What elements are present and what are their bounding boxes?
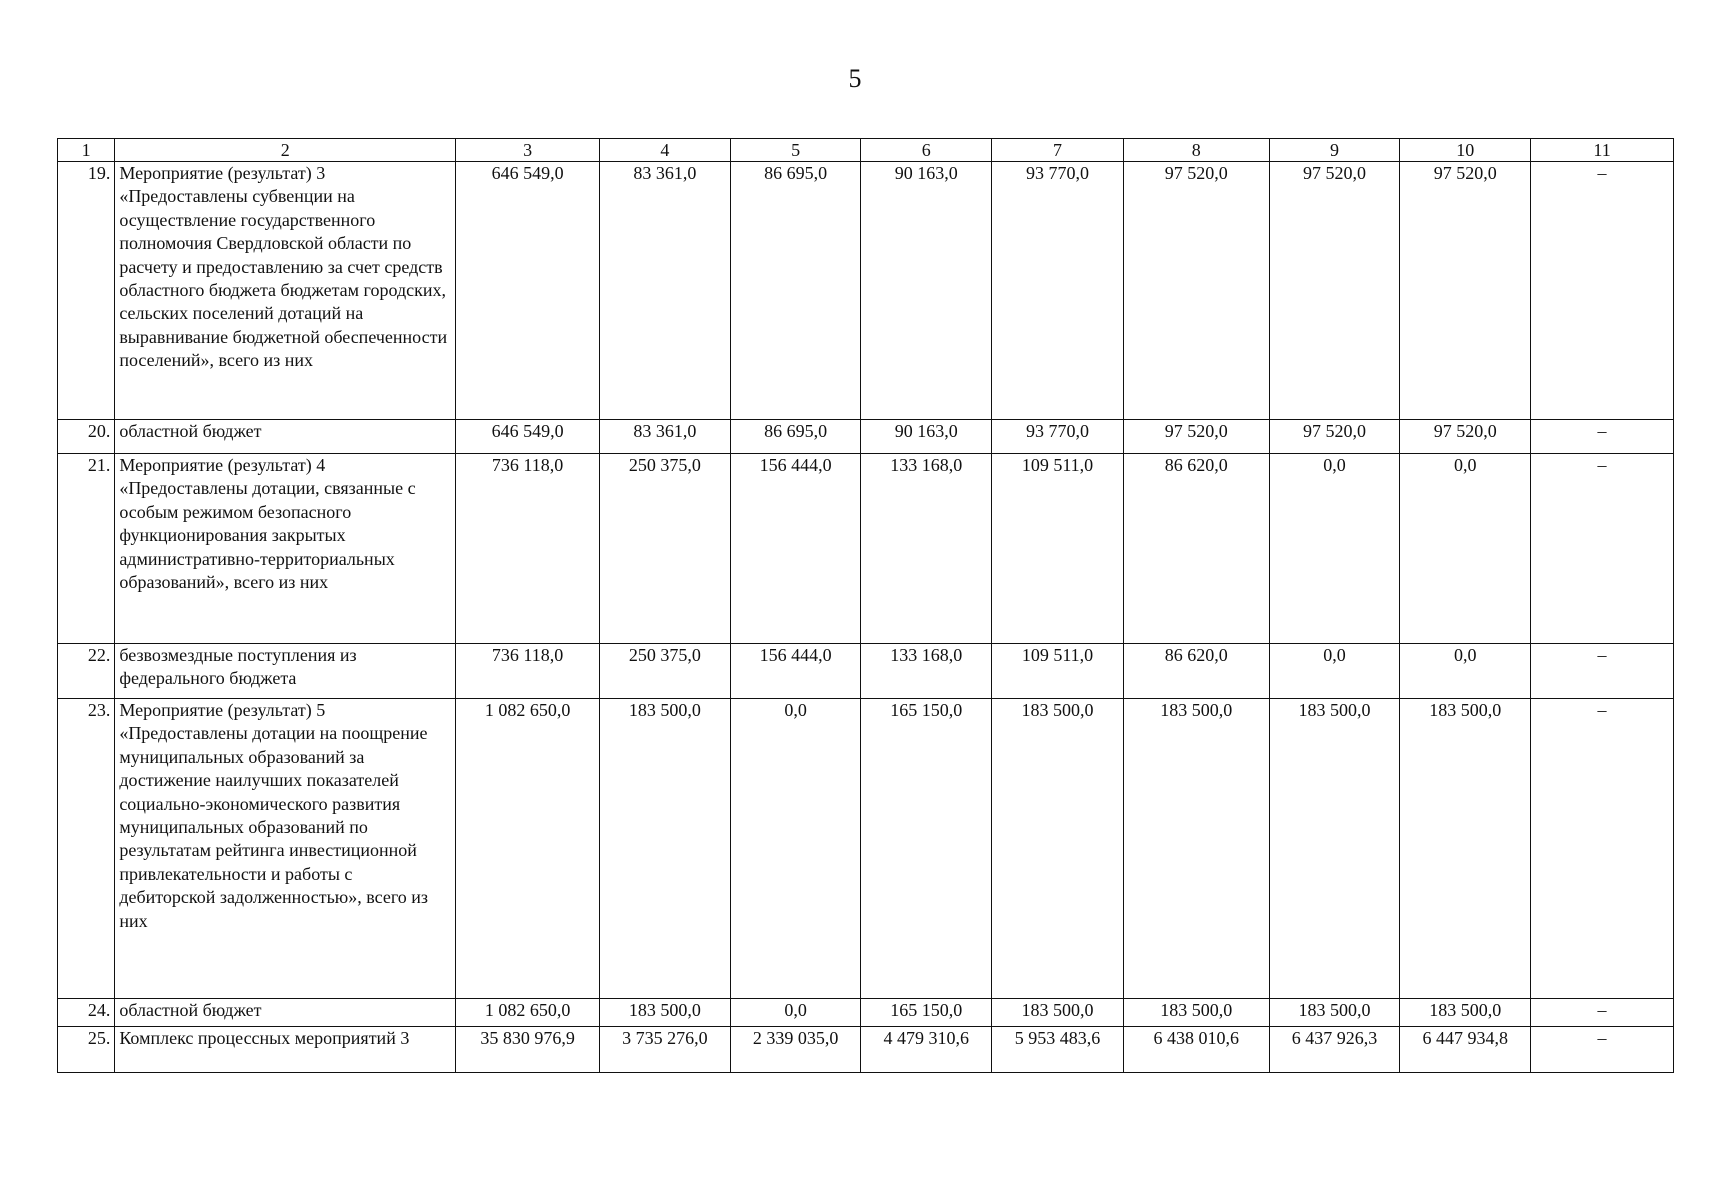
value-cell: 0,0: [1269, 454, 1400, 644]
value-cell: 183 500,0: [1269, 999, 1400, 1027]
value-cell: 6 437 926,3: [1269, 1027, 1400, 1073]
value-cell: 183 500,0: [1400, 699, 1531, 999]
value-cell: 183 500,0: [600, 999, 731, 1027]
page-number: 5: [848, 64, 862, 93]
value-cell: 2 339 035,0: [730, 1027, 861, 1073]
row-description: областной бюджет: [115, 420, 456, 454]
header-cell: 10: [1400, 139, 1531, 162]
value-cell: –: [1531, 999, 1674, 1027]
value-cell: 35 830 976,9: [456, 1027, 600, 1073]
value-cell: 0,0: [730, 699, 861, 999]
value-cell: 133 168,0: [861, 644, 992, 699]
value-cell: 97 520,0: [1123, 162, 1269, 420]
value-cell: 183 500,0: [1123, 999, 1269, 1027]
header-cell: 4: [600, 139, 731, 162]
value-cell: 156 444,0: [730, 644, 861, 699]
table-row: [58, 644, 1674, 699]
value-cell: 165 150,0: [861, 999, 992, 1027]
value-cell: 90 163,0: [861, 162, 992, 420]
value-cell: 86 695,0: [730, 162, 861, 420]
value-cell: 4 479 310,6: [861, 1027, 992, 1073]
table-row: [58, 420, 1674, 454]
row-number: 21.: [58, 454, 115, 644]
row-description: областной бюджет: [115, 999, 456, 1027]
value-cell: 97 520,0: [1400, 162, 1531, 420]
value-cell: 5 953 483,6: [992, 1027, 1124, 1073]
budget-table: [57, 138, 1674, 1073]
value-cell: 3 735 276,0: [600, 1027, 731, 1073]
header-row: [58, 139, 1674, 162]
value-cell: 109 511,0: [992, 454, 1124, 644]
table-row: [58, 454, 1674, 644]
value-cell: 156 444,0: [730, 454, 861, 644]
value-cell: –: [1531, 454, 1674, 644]
header-cell: 3: [456, 139, 600, 162]
header-cell: 2: [115, 139, 456, 162]
value-cell: –: [1531, 1027, 1674, 1073]
value-cell: –: [1531, 644, 1674, 699]
header-cell: 5: [730, 139, 861, 162]
value-cell: 97 520,0: [1400, 420, 1531, 454]
value-cell: 83 361,0: [600, 162, 731, 420]
value-cell: 97 520,0: [1269, 420, 1400, 454]
header-cell: 9: [1269, 139, 1400, 162]
row-number: 24.: [58, 999, 115, 1027]
row-description: Мероприятие (результат) 5 «Предоставлены дотации на поощрение муниципальных образований за достижение наилучших показателей социально-экономического развития муниципальных образований по результатам рейтинга инвестиционной привлекательности и работы с дебиторской задолженностью», всего из них: [115, 699, 456, 999]
value-cell: 736 118,0: [456, 454, 600, 644]
value-cell: 183 500,0: [1269, 699, 1400, 999]
value-cell: 6 438 010,6: [1123, 1027, 1269, 1073]
row-number: 23.: [58, 699, 115, 999]
value-cell: 6 447 934,8: [1400, 1027, 1531, 1073]
row-description: безвозмездные поступления из федерального бюджета: [115, 644, 456, 699]
value-cell: 183 500,0: [1400, 999, 1531, 1027]
header-cell: 11: [1531, 139, 1674, 162]
header-cell: 8: [1123, 139, 1269, 162]
value-cell: 83 361,0: [600, 420, 731, 454]
value-cell: 109 511,0: [992, 644, 1124, 699]
row-description: Мероприятие (результат) 3 «Предоставлены субвенции на осуществление государственного полномочия Свердловской области по расчету и предоставлению за счет средств областного бюджета бюджетам городских, сельских поселений дотаций на выравнивание бюджетной обеспеченности поселений», всего из них: [115, 162, 456, 420]
value-cell: 646 549,0: [456, 162, 600, 420]
table-row: [58, 1027, 1674, 1073]
value-cell: 165 150,0: [861, 699, 992, 999]
value-cell: 250 375,0: [600, 644, 731, 699]
table-row: [58, 699, 1674, 999]
value-cell: –: [1531, 420, 1674, 454]
row-number: 20.: [58, 420, 115, 454]
row-description: Мероприятие (результат) 4 «Предоставлены дотации, связанные с особым режимом безопасного функционирования закрытых административно-территориальных образований», всего из них: [115, 454, 456, 644]
row-number: 25.: [58, 1027, 115, 1073]
row-number: 19.: [58, 162, 115, 420]
value-cell: 86 620,0: [1123, 644, 1269, 699]
value-cell: 183 500,0: [992, 699, 1124, 999]
row-number: 22.: [58, 644, 115, 699]
value-cell: 0,0: [1400, 644, 1531, 699]
value-cell: 183 500,0: [1123, 699, 1269, 999]
row-description: Комплекс процессных мероприятий 3: [115, 1027, 456, 1073]
table-row: [58, 999, 1674, 1027]
value-cell: 0,0: [1400, 454, 1531, 644]
value-cell: 736 118,0: [456, 644, 600, 699]
value-cell: 133 168,0: [861, 454, 992, 644]
value-cell: 97 520,0: [1123, 420, 1269, 454]
value-cell: 183 500,0: [992, 999, 1124, 1027]
value-cell: 97 520,0: [1269, 162, 1400, 420]
value-cell: 0,0: [730, 999, 861, 1027]
value-cell: 0,0: [1269, 644, 1400, 699]
header-cell: 6: [861, 139, 992, 162]
value-cell: –: [1531, 162, 1674, 420]
value-cell: 250 375,0: [600, 454, 731, 644]
value-cell: 90 163,0: [861, 420, 992, 454]
value-cell: 86 620,0: [1123, 454, 1269, 644]
header-cell: 7: [992, 139, 1124, 162]
value-cell: –: [1531, 699, 1674, 999]
value-cell: 86 695,0: [730, 420, 861, 454]
value-cell: 93 770,0: [992, 162, 1124, 420]
value-cell: 183 500,0: [600, 699, 731, 999]
value-cell: 646 549,0: [456, 420, 600, 454]
value-cell: 1 082 650,0: [456, 999, 600, 1027]
value-cell: 93 770,0: [992, 420, 1124, 454]
table-row: [58, 162, 1674, 420]
value-cell: 1 082 650,0: [456, 699, 600, 999]
header-cell: 1: [58, 139, 115, 162]
